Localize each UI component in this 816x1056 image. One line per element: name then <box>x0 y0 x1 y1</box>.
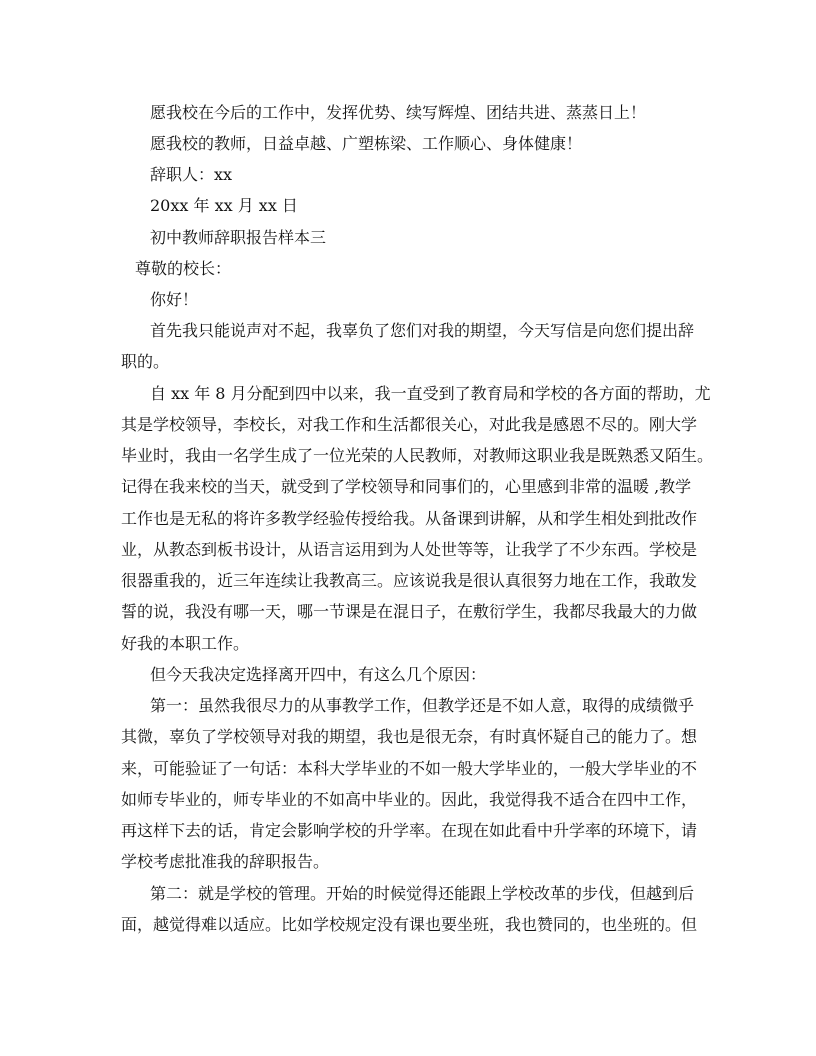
paragraph-line: 业，从教态到板书设计，从语言运用到为人处世等等，让我学了不少东西。学校是 <box>121 540 698 559</box>
paragraph-line: 职的。 <box>121 352 170 371</box>
paragraph-line: 誓的说，我没有哪一天，哪一节课是在混日子，在敷衍学生，我都尽我最大的力做 <box>121 602 698 621</box>
signature-line: 辞职人：xx <box>150 165 233 184</box>
paragraph-line: 如师专毕业的，师专毕业的不如高中毕业的。因此，我觉得我不适合在四中工作， <box>121 790 698 809</box>
paragraph-line: 学校考虑批准我的辞职报告。 <box>121 852 330 871</box>
paragraph-line: 其微，辜负了学校领导对我的期望，我也是很无奈，有时真怀疑自己的能力了。想 <box>121 727 698 746</box>
paragraph-line: 其是学校领导，李校长，对我工作和生活都很关心，对此我是感恩不尽的。刚大学 <box>121 415 698 434</box>
greeting: 你好！ <box>150 290 199 309</box>
paragraph-line: 毕业时，我由一名学生成了一位光荣的人民教师，对教师这职业我是既熟悉又陌生。 <box>121 446 714 465</box>
paragraph-line: 但今天我决定选择离开四中，有这么几个原因： <box>150 665 487 684</box>
paragraph-line: 工作也是无私的将许多教学经验传授给我。从备课到讲解，从和学生相处到批改作 <box>121 509 698 528</box>
paragraph-line: 来，可能验证了一句话：本科大学毕业的不如一般大学毕业的，一般大学毕业的不 <box>121 759 698 778</box>
paragraph-line: 第一：虽然我很尽力的从事教学工作，但教学还是不如人意，取得的成绩微乎 <box>150 696 695 715</box>
paragraph-line: 好我的本职工作。 <box>121 634 250 653</box>
salutation: 尊敬的校长： <box>135 259 232 278</box>
paragraph-line: 记得在我来校的当天，就受到了学校领导和同事们的，心里感到非常的温暖 ,教学 <box>121 477 692 496</box>
paragraph-line: 首先我只能说声对不起，我辜负了您们对我的期望，今天写信是向您们提出辞 <box>150 321 695 340</box>
paragraph-line: 面，越觉得难以适应。比如学校规定没有课也要坐班，我也赞同的，也坐班的。但 <box>121 915 698 934</box>
paragraph-line: 愿我校在今后的工作中，发挥优势、续写辉煌、团结共进、蒸蒸日上！ <box>150 103 647 122</box>
paragraph-line: 很器重我的，近三年连续让我教高三。应该说我是很认真很努力地在工作，我敢发 <box>121 571 698 590</box>
paragraph-line: 第二：就是学校的管理。开始的时候觉得还能跟上学校改革的步伐，但越到后 <box>150 884 695 903</box>
paragraph-line: 再这样下去的话，肯定会影响学校的升学率。在现在如此看中升学率的环境下，请 <box>121 821 698 840</box>
paragraph-line: 自 xx 年 8 月分配到四中以来，我一直受到了教育局和学校的各方面的帮助，尤 <box>150 384 711 403</box>
section-title: 初中教师辞职报告样本三 <box>150 228 327 247</box>
date-line: 20xx 年 xx 月 xx 日 <box>150 196 298 215</box>
paragraph-line: 愿我校的教师，日益卓越、广塑栋梁、工作顺心、身体健康！ <box>150 134 583 153</box>
